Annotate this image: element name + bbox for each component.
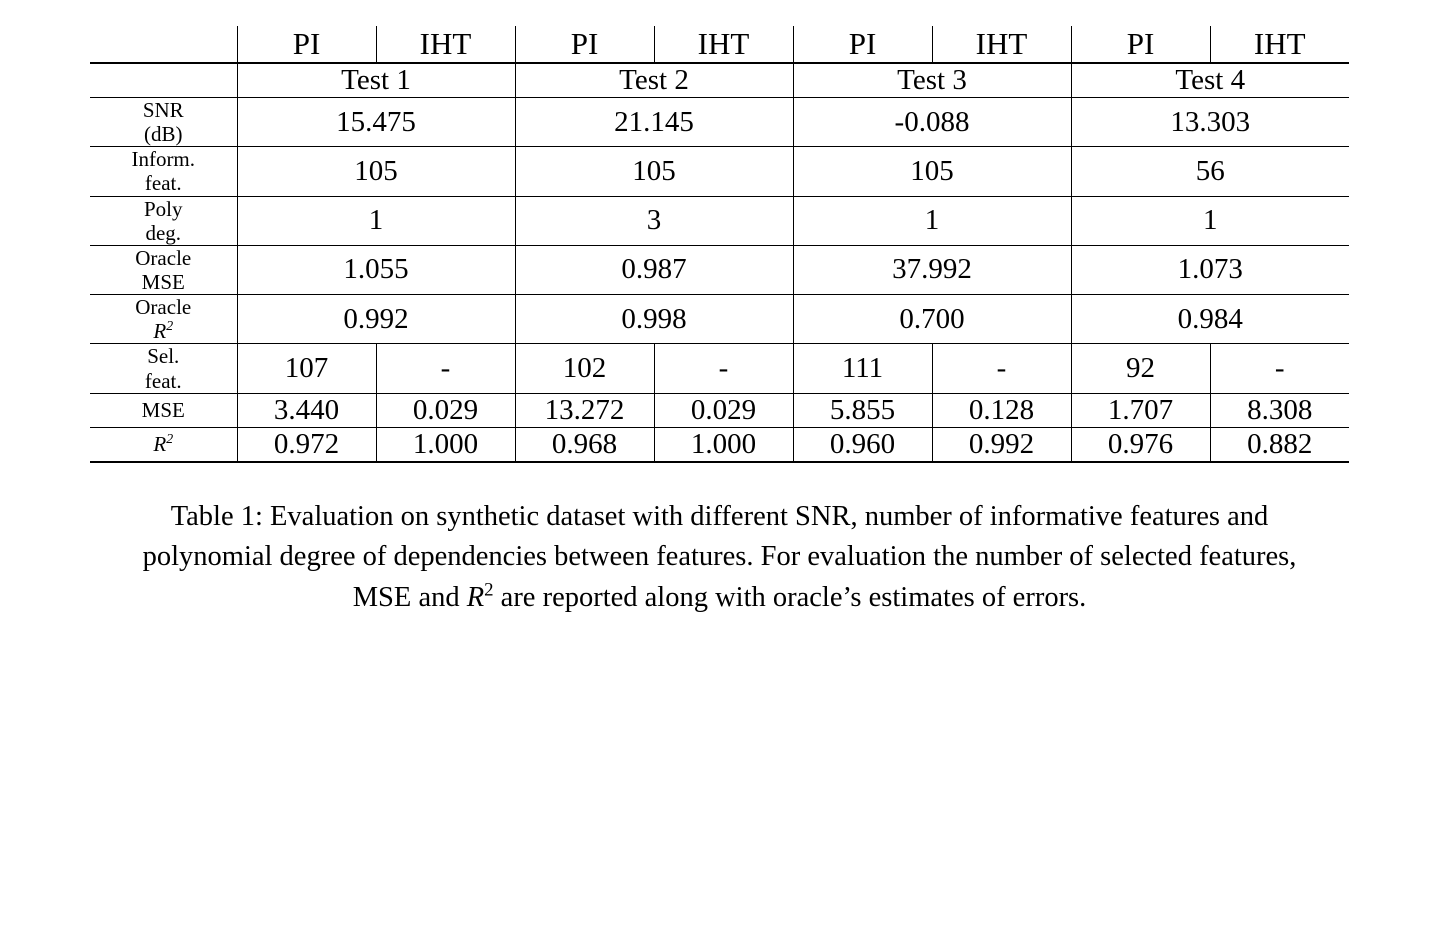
mse-iht-test4: 8.308 bbox=[1210, 393, 1349, 427]
inform-feat-test4: 56 bbox=[1071, 147, 1349, 196]
row-label-oracle-r2 bbox=[90, 295, 237, 344]
caption-text-part1: Evaluation on synthetic dataset with different SNR, number of informative features and polynomial degree of dependencies between features. For evaluation the number of selected features, MSE and bbox=[142, 500, 1297, 613]
mse-pi-test2: 13.272 bbox=[515, 393, 654, 427]
row-label-inform-line1: Inform. bbox=[131, 147, 196, 172]
poly-deg-test2: 3 bbox=[515, 196, 793, 245]
mse-pi-test4: 1.707 bbox=[1071, 393, 1210, 427]
header-pi-test2: PI bbox=[515, 26, 654, 63]
test-3-group: Test 3 bbox=[793, 63, 1071, 98]
r2-iht-test4: 0.882 bbox=[1210, 427, 1349, 462]
row-label-sel-line1: Sel. bbox=[147, 344, 180, 369]
caption-text-part2: are reported along with oracle’s estimates of errors. bbox=[493, 581, 1087, 613]
header-iht-test4: IHT bbox=[1210, 26, 1349, 63]
snr-test2: 21.145 bbox=[515, 98, 793, 147]
table-row bbox=[90, 427, 1349, 462]
mse-pi-test3: 5.855 bbox=[793, 393, 932, 427]
oracle-mse-test1: 1.055 bbox=[237, 245, 515, 294]
header-pi-test1: PI bbox=[237, 26, 376, 63]
r2-pi-test3: 0.960 bbox=[793, 427, 932, 462]
caption-label: Table 1: bbox=[170, 500, 263, 532]
inform-feat-test2: 105 bbox=[515, 147, 793, 196]
row-label-inform-line2: feat. bbox=[144, 171, 182, 196]
row-label-poly-line2: deg. bbox=[145, 220, 182, 245]
test-row-blank bbox=[90, 63, 237, 98]
header-iht-test2: IHT bbox=[654, 26, 793, 63]
table-caption bbox=[115, 497, 1325, 618]
oracle-mse-test2: 0.987 bbox=[515, 245, 793, 294]
r2-pi-test2: 0.968 bbox=[515, 427, 654, 462]
poly-deg-test3: 1 bbox=[793, 196, 1071, 245]
header-iht-test1: IHT bbox=[376, 26, 515, 63]
sel-feat-pi-test4: 92 bbox=[1071, 344, 1210, 393]
oracle-r2-test2: 0.998 bbox=[515, 295, 793, 344]
sel-feat-pi-test1: 107 bbox=[237, 344, 376, 393]
header-corner-blank bbox=[90, 26, 237, 63]
r2-pi-test1: 0.972 bbox=[237, 427, 376, 462]
header-pi-test3: PI bbox=[793, 26, 932, 63]
row-label-selected-features bbox=[90, 344, 237, 393]
oracle-mse-test4: 1.073 bbox=[1071, 245, 1349, 294]
row-label-oracle-mse bbox=[90, 245, 237, 294]
oracle-r2-test1: 0.992 bbox=[237, 295, 515, 344]
row-label-poly-degree bbox=[90, 196, 237, 245]
r2-iht-test1: 1.000 bbox=[376, 427, 515, 462]
test-2-group: Test 2 bbox=[515, 63, 793, 98]
mse-pi-test1: 3.440 bbox=[237, 393, 376, 427]
table-row bbox=[90, 196, 1349, 245]
oracle-r2-test4: 0.984 bbox=[1071, 295, 1349, 344]
row-label-oracle-mse-line2: MSE bbox=[141, 269, 185, 294]
sel-feat-iht-test1: - bbox=[376, 344, 515, 393]
test-4-group: Test 4 bbox=[1071, 63, 1349, 98]
caption-r2-symbol: R bbox=[466, 581, 485, 613]
test-1-group: Test 1 bbox=[237, 63, 515, 98]
table-row bbox=[90, 245, 1349, 294]
table-header-row bbox=[90, 26, 1349, 63]
table-test-row bbox=[90, 63, 1349, 98]
sel-feat-iht-test4: - bbox=[1210, 344, 1349, 393]
inform-feat-test3: 105 bbox=[793, 147, 1071, 196]
header-pi-test4: PI bbox=[1071, 26, 1210, 63]
mse-iht-test2: 0.029 bbox=[654, 393, 793, 427]
caption-r2-exponent: 2 bbox=[484, 579, 494, 601]
oracle-mse-test3: 37.992 bbox=[793, 245, 1071, 294]
row-label-oracle-r2-line2: $R^2$ bbox=[153, 318, 174, 344]
poly-deg-test1: 1 bbox=[237, 196, 515, 245]
mse-iht-test1: 0.029 bbox=[376, 393, 515, 427]
snr-test3: -0.088 bbox=[793, 98, 1071, 147]
poly-deg-test4: 1 bbox=[1071, 196, 1349, 245]
snr-test4: 13.303 bbox=[1071, 98, 1349, 147]
table-row bbox=[90, 147, 1349, 196]
mse-iht-test3: 0.128 bbox=[932, 393, 1071, 427]
sel-feat-pi-test3: 111 bbox=[793, 344, 932, 393]
sel-feat-iht-test2: - bbox=[654, 344, 793, 393]
table-row bbox=[90, 393, 1349, 427]
row-label-sel-line2: feat. bbox=[144, 368, 182, 393]
table-row bbox=[90, 98, 1349, 147]
row-label-snr-line2: (dB) bbox=[144, 122, 183, 147]
results-table bbox=[90, 26, 1349, 463]
table-row bbox=[90, 344, 1349, 393]
row-label-snr bbox=[90, 98, 237, 147]
sel-feat-pi-test2: 102 bbox=[515, 344, 654, 393]
snr-test1: 15.475 bbox=[237, 98, 515, 147]
oracle-r2-test3: 0.700 bbox=[793, 295, 1071, 344]
r2-iht-test3: 0.992 bbox=[932, 427, 1071, 462]
row-label-oracle-r2-line1: Oracle bbox=[135, 295, 192, 320]
table-row bbox=[90, 295, 1349, 344]
row-label-r2: $R^2$ bbox=[90, 427, 237, 462]
sel-feat-iht-test3: - bbox=[932, 344, 1071, 393]
row-label-snr-line1: SNR bbox=[142, 98, 184, 122]
row-label-poly-line1: Poly bbox=[143, 196, 183, 221]
row-label-mse: MSE bbox=[90, 393, 237, 427]
row-label-informative-features bbox=[90, 147, 237, 196]
r2-pi-test4: 0.976 bbox=[1071, 427, 1210, 462]
r2-iht-test2: 1.000 bbox=[654, 427, 793, 462]
inform-feat-test1: 105 bbox=[237, 147, 515, 196]
row-label-oracle-mse-line1: Oracle bbox=[135, 245, 192, 270]
header-iht-test3: IHT bbox=[932, 26, 1071, 63]
